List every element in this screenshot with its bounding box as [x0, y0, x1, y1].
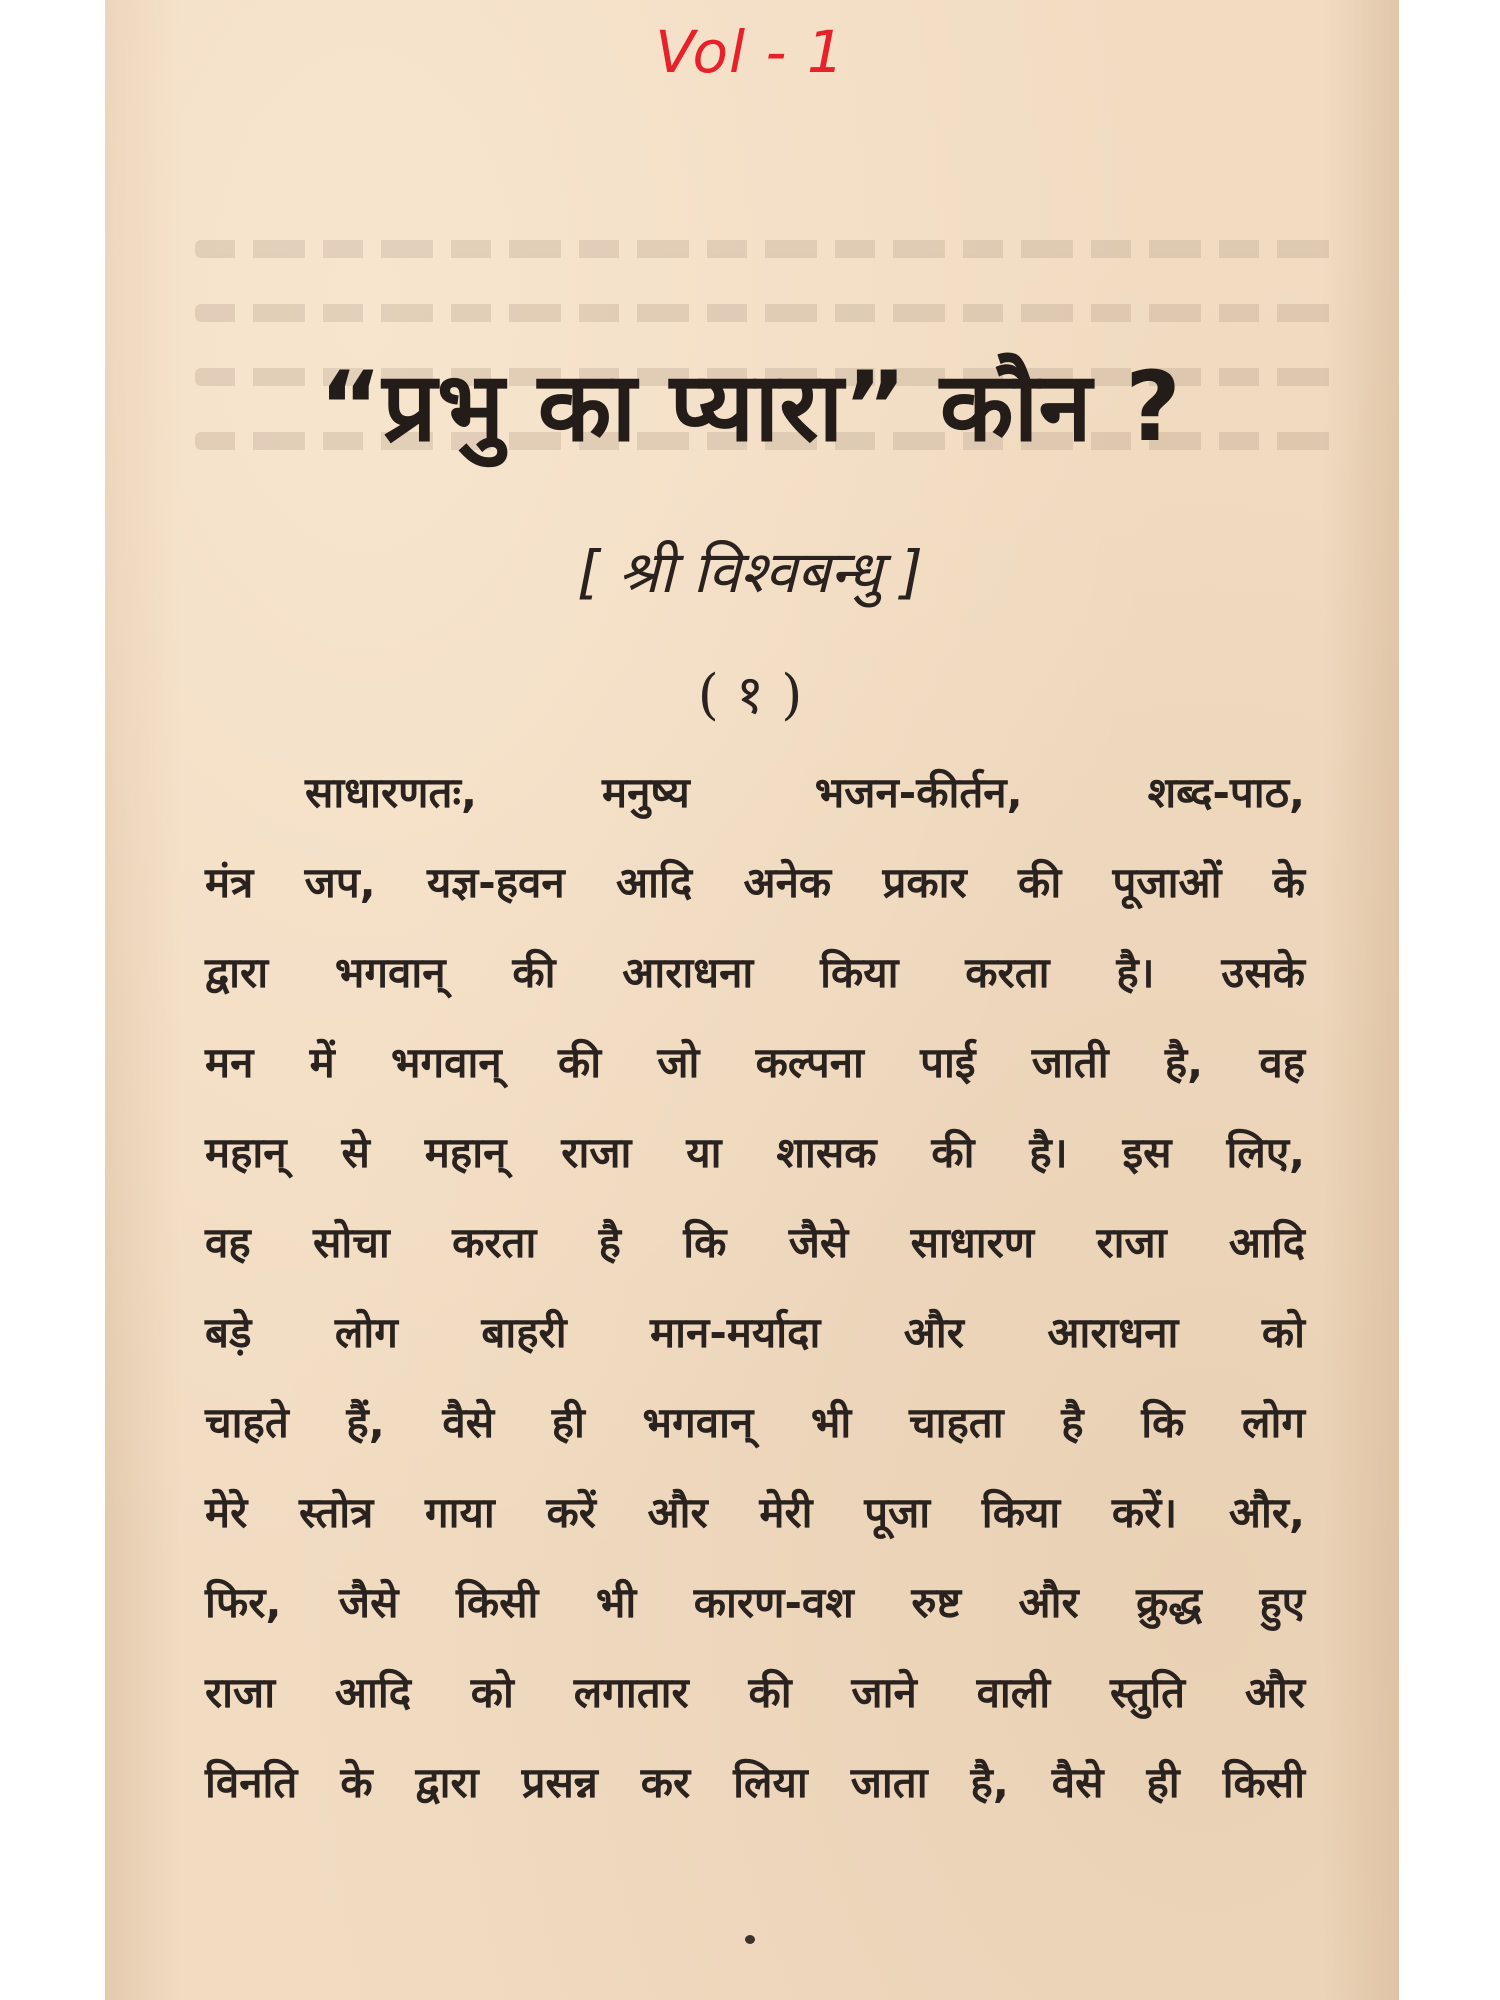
body-line: महान् से महान् राजा या शासक की है। इस लिए, — [205, 1128, 1305, 1177]
body-line: विनति के द्वारा प्रसन्न कर लिया जाता है, वैसे ही किसी — [205, 1758, 1305, 1807]
body-line: वह सोचा करता है कि जैसे साधारण राजा आदि — [205, 1218, 1305, 1267]
body-line: बड़े लोग बाहरी मान-मर्यादा और आराधना को — [205, 1308, 1305, 1357]
ink-speck — [745, 1935, 755, 1944]
body-line: द्वारा भगवान् की आराधना किया करता है। उसके — [205, 948, 1305, 997]
body-line: मंत्र जप, यज्ञ-हवन आदि अनेक प्रकार की पूजाओं के — [205, 858, 1305, 907]
body-line: मेरे स्तोत्र गाया करें और मेरी पूजा किया करें। और, — [205, 1488, 1305, 1537]
body-line: मन में भगवान् की जो कल्पना पाई जाती है, वह — [205, 1038, 1305, 1087]
body-line: राजा आदि को लगातार की जाने वाली स्तुति और — [205, 1668, 1305, 1717]
article-title: “प्रभु का प्यारा” कौन ? — [319, 351, 1181, 463]
body-line: साधारणतः, मनुष्य भजन-कीर्तन, शब्द-पाठ, — [305, 768, 1305, 817]
volume-label: Vol - 1 — [655, 18, 845, 86]
body-line: फिर, जैसे किसी भी कारण-वश रुष्ट और क्रुद्ध हुए — [205, 1578, 1305, 1627]
section-number: ( १ ) — [697, 663, 803, 726]
article-author: [ श्री विश्वबन्धु ] — [577, 538, 923, 606]
article-body — [205, 748, 1305, 1828]
body-line: चाहते हैं, वैसे ही भगवान् भी चाहता है कि लोग — [205, 1398, 1305, 1447]
